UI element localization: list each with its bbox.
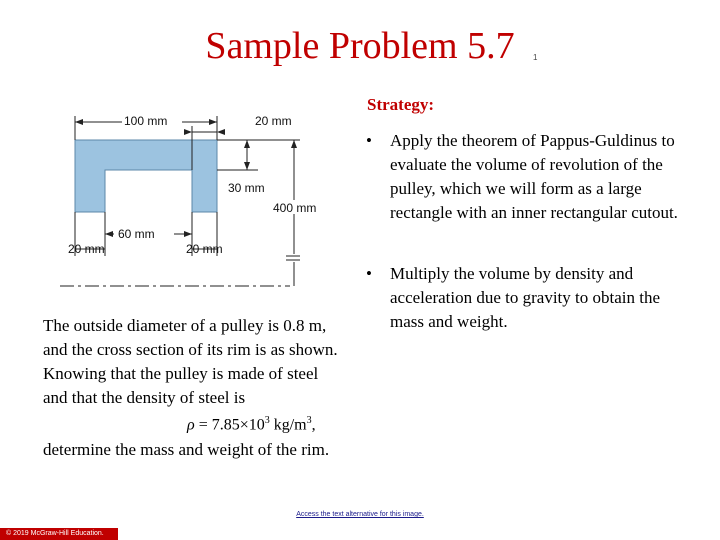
copyright-text: © 2019 McGraw-Hill Education. [6, 530, 104, 537]
slide-title [0, 24, 720, 68]
density-unit-exponent: 3 [306, 415, 312, 426]
bullet-dot: • [366, 131, 372, 150]
density-unit: kg/m [269, 416, 307, 434]
dim-label-top-right: 20 mm [255, 114, 292, 128]
pulley-cross-section-figure [60, 106, 340, 290]
dim-label-width: 100 mm [124, 114, 168, 128]
slide-number: 1 [533, 53, 538, 62]
rho-symbol: ρ [187, 416, 195, 434]
rim-cross-section [75, 140, 217, 212]
strategy-bullet [366, 129, 690, 225]
density-exponent: 3 [264, 415, 270, 426]
strategy-heading: Strategy: [367, 95, 435, 114]
density-value: = 7.85×10 [194, 416, 265, 434]
bullet-text: Apply the theorem of Pappus-Guldinus to evaluate the volume of revolution of the pulley, which we will form as a large rectangle with an inner rectangular cutout. [390, 131, 678, 222]
dimension-arrows [75, 119, 297, 237]
dim-label-inner-width: 60 mm [118, 227, 155, 241]
text-alternative-link[interactable]: Access the text alternative for this image. [296, 511, 424, 518]
dim-label-bottom-right: 20 mm [186, 242, 223, 256]
density-comma: , [311, 416, 316, 434]
footer-bar [0, 528, 118, 540]
title-text: Sample Problem 5.7 [205, 25, 515, 67]
problem-question: determine the mass and weight of the rim. [43, 440, 330, 459]
bullet-dot: • [366, 264, 372, 283]
density-formula [187, 409, 316, 437]
dim-label-bottom-left: 20 mm [68, 242, 105, 256]
bullet-text: Multiply the volume by density and acceleration due to gravity to obtain the mass and weight. [390, 264, 661, 331]
strategy-bullet [366, 262, 690, 334]
problem-statement: The outside diameter of a pulley is 0.8 m, and the cross section of its rim is as shown. Knowing that the pulley is made of steel and that the density of steel is [43, 316, 338, 407]
dim-label-30mm: 30 mm [228, 181, 265, 195]
dim-label-radius: 400 mm [273, 201, 317, 215]
